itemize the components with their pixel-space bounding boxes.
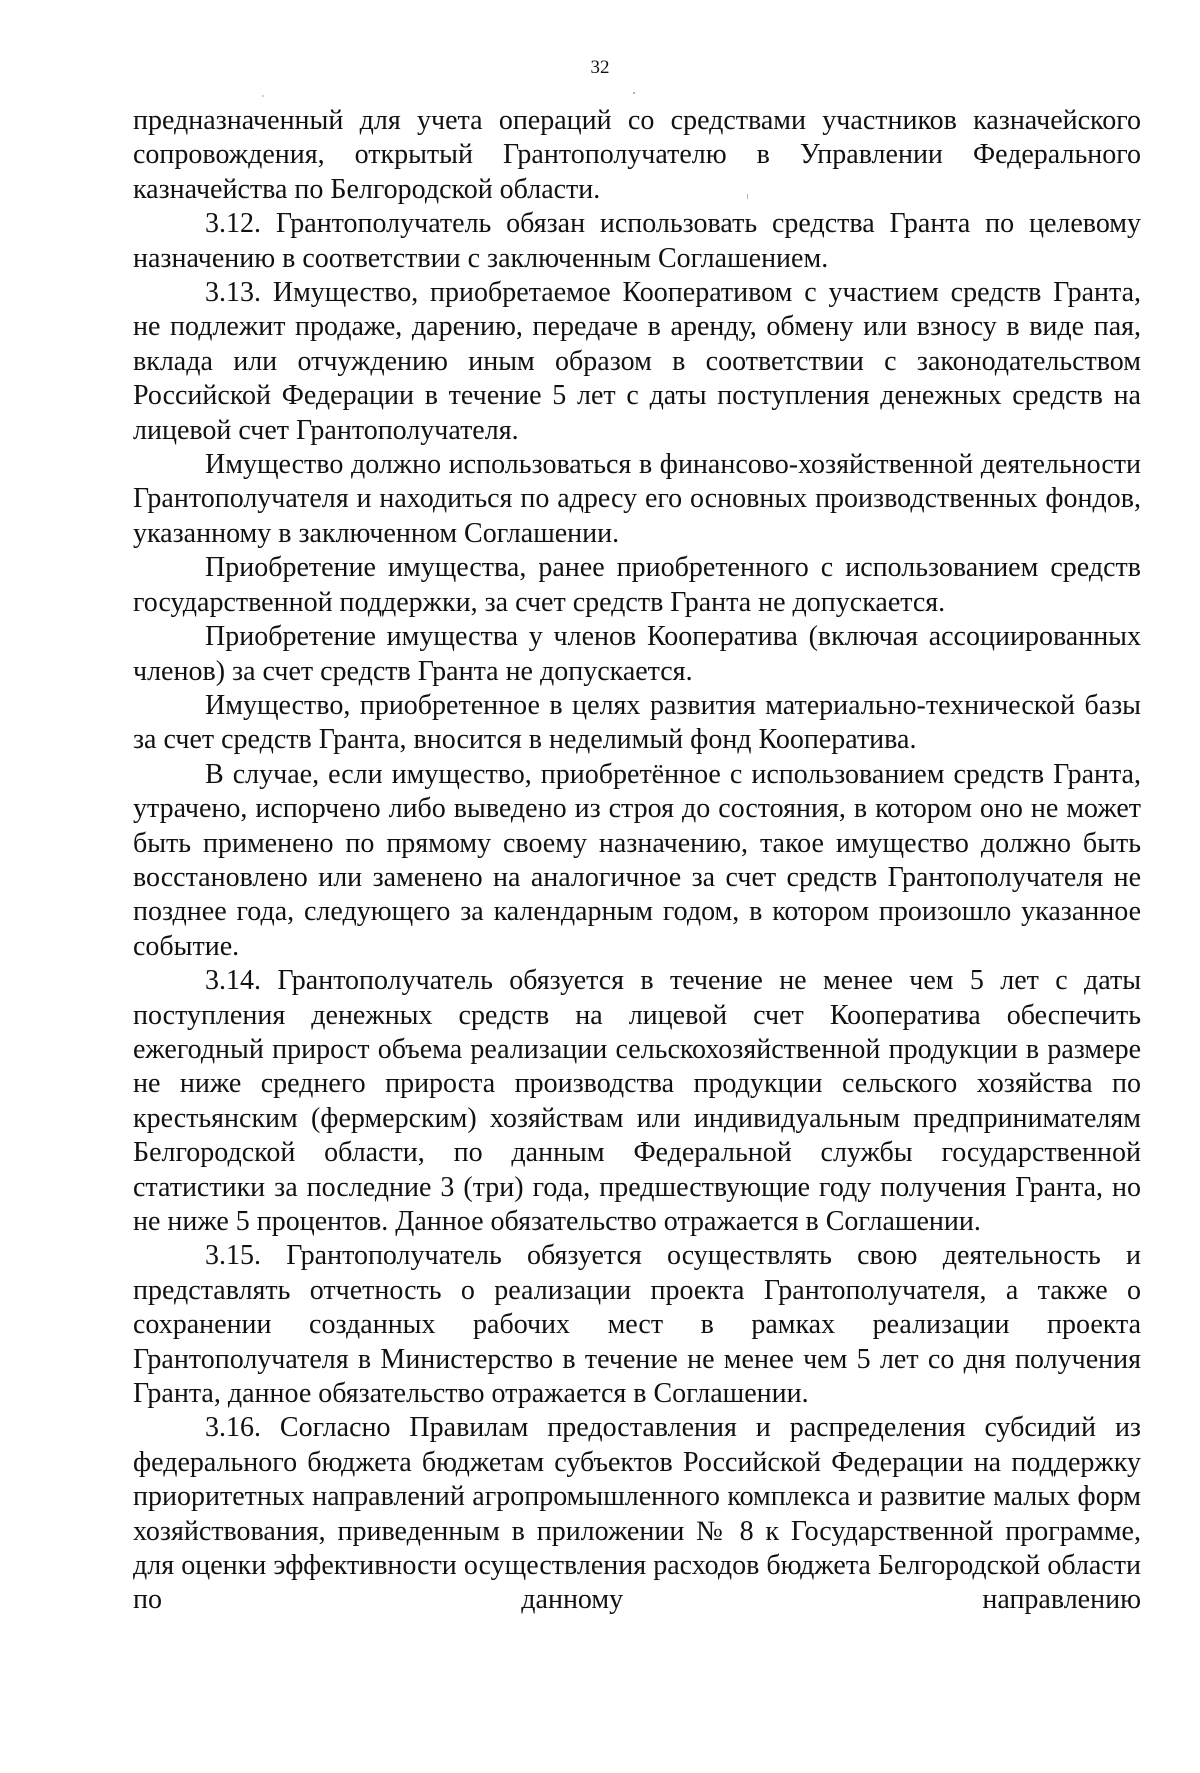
scan-speck xyxy=(633,92,635,94)
paragraph-3-13-members: Приобретение имущества у членов Кооператива (включая ассоциированных членов) за счет средств Гранта не допускается. xyxy=(133,621,1141,687)
paragraph-continuation: предназначенный для учета операций со средствами участников казначейского сопровождения, открытый Грантополучателю в Управлении Федерального казначейства по Белгородской области. xyxy=(133,105,1141,205)
paragraph-3-14: 3.14. Грантополучатель обязуется в течение не менее чем 5 лет с даты поступления денежных средств на лицевой счет Кооператива обеспечить ежегодный прирост объема реализации сельскохозяйственной продукции в размере не ниже среднего прироста производства продукции сельского хозяйства по крестьянским (фермерским) хозяйствам или индивидуальным предпринимателям Белгородской области, по данным Федеральной службы государственной статистики за последние 3 (три) года, предшествующие году получения Гранта, но не ниже 5 процентов. Данное обязательство отражается в Соглашении. xyxy=(133,965,1141,1237)
body-text xyxy=(133,104,1141,1618)
paragraph-3-15: 3.15. Грантополучатель обязуется осуществлять свою деятельность и представлять отчетность о реализации проекта Грантополучателя, а также о сохранении созданных рабочих мест в рамках реализации проекта Грантополучателя в Министерство в течение не менее чем 5 лет со дня получения Гранта, данное обязательство отражается в Соглашении. xyxy=(133,1240,1141,1410)
page-number: 32 xyxy=(590,57,610,78)
paragraph-3-16: 3.16. Согласно Правилам предоставления и распределения субсидий из федерального бюджета бюджетам субъектов Российской Федерации на поддержку приоритетных направлений агропромышленного комплекса и развитие малых форм хозяйствования, приведенным в приложении № 8 к Государственной программе, для оценки эффективности осуществления расходов бюджета Белгородской области по данному направлению xyxy=(133,1412,1141,1616)
paragraph-3-13-loss: В случае, если имущество, приобретённое с использованием средств Гранта, утрачено, испорчено либо выведено из строя до состояния, в котором оно не может быть применено по прямому своему назначению, такое имущество должно быть восстановлено или заменено на аналогичное за счет средств Грантополучателя не позднее года, следующего за календарным годом, в котором произошло указанное событие. xyxy=(133,758,1141,962)
paragraph-3-13: 3.13. Имущество, приобретаемое Кооперативом с участием средств Гранта, не подлежит продаже, дарению, передаче в аренду, обмену или взносу в виде пая, вклада или отчуждению иным образом в соответствии с законодательством Российской Федерации в течение 5 лет с даты поступления денежных средств на лицевой счет Грантополучателя. xyxy=(133,277,1141,446)
paragraph-3-13-prior: Приобретение имущества, ранее приобретенного с использованием средств государственной поддержки, за счет средств Гранта не допускается. xyxy=(133,552,1141,618)
scan-speck xyxy=(262,95,264,97)
paragraph-3-13-use: Имущество должно использоваться в финансово-хозяйственной деятельности Грантополучателя и находиться по адресу его основных производственных фондов, указанному в заключенном Соглашении. xyxy=(133,449,1141,549)
paragraph-3-12: 3.12. Грантополучатель обязан использовать средства Гранта по целевому назначению в соответствии с заключенным Соглашением. xyxy=(133,208,1141,274)
paragraph-3-13-fund: Имущество, приобретенное в целях развития материально-технической базы за счет средств Гранта, вносится в неделимый фонд Кооператива. xyxy=(133,689,1141,756)
